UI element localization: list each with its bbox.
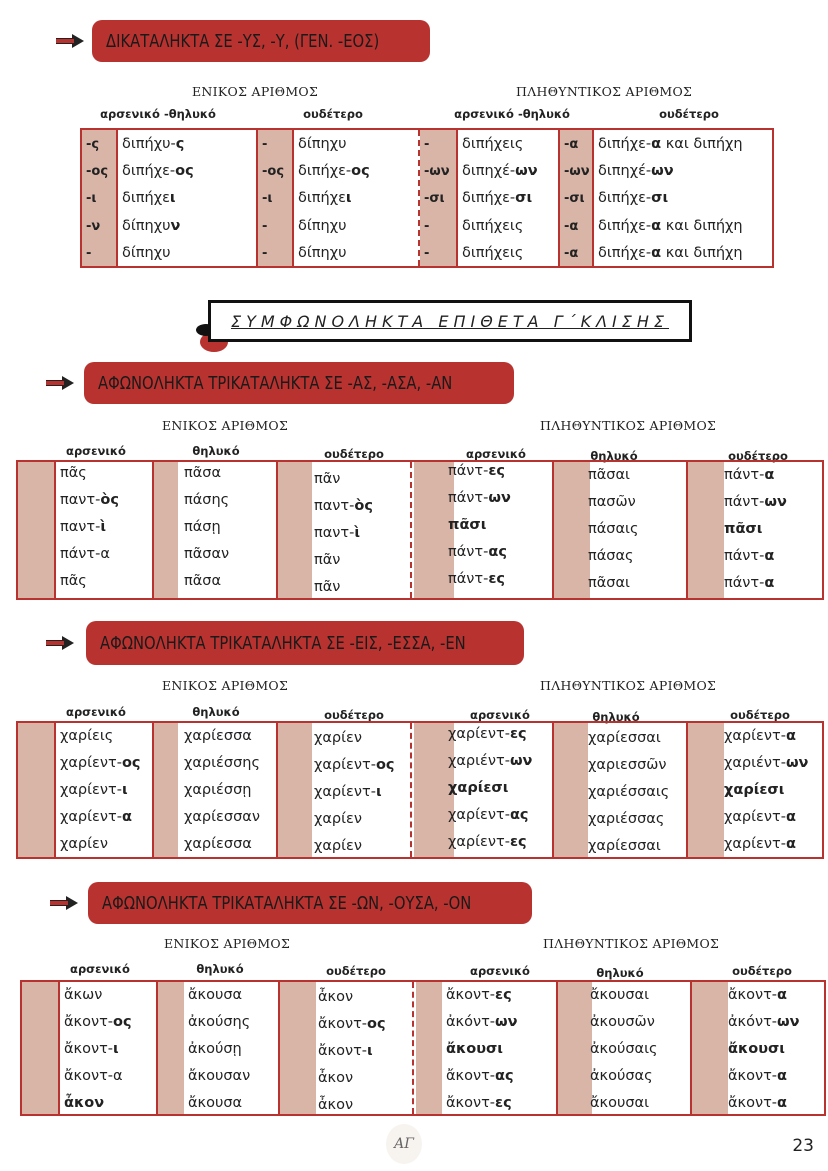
col-neut: ουδέτερο [324, 708, 384, 722]
table-cell: χαρίεσι [448, 780, 509, 796]
table-cell: χαρίεντ-ας [448, 807, 529, 823]
col-neut: ουδέτερο [324, 447, 384, 461]
table-cell: χαρίεντ-α [724, 809, 796, 825]
table-cell: διπήχει [298, 190, 352, 207]
ending-stripe [686, 462, 724, 598]
table-cell: διπήχε-α και διπήχη [598, 217, 743, 234]
col-masc: αρσενικό [466, 447, 526, 461]
table-cell: δίπηχυ [298, 217, 347, 234]
table-cell: ἄκουσι [728, 1041, 785, 1057]
ending-label: -σι [424, 191, 445, 207]
divider-dashed [410, 462, 412, 598]
divider-line [116, 130, 118, 266]
table-cell: χαρίεν [314, 730, 362, 746]
ending-label: -σι [564, 191, 585, 207]
ending-label: -ν [86, 218, 101, 234]
table-cell: ἄκοντ-α [728, 987, 788, 1003]
table-cell: ἀκόντ-ων [446, 1014, 518, 1030]
table-cell: δίπηχυ [298, 244, 347, 261]
table-cell: πᾶσι [724, 521, 763, 537]
table-cell: διπηχέ-ων [598, 163, 674, 180]
table-cell: ἄκων [64, 987, 103, 1003]
table-cell: διπήχε-α και διπήχη [598, 136, 743, 152]
divider-line [276, 723, 278, 857]
table-cell: ἀκούσαις [590, 1041, 658, 1057]
col-fem: θηλυκό [590, 449, 638, 463]
table-cell: ἄκουσαι [590, 1095, 650, 1111]
table-cell: χαριέντ-ων [448, 753, 533, 769]
table-cell: πάσῃ [184, 519, 221, 535]
table-cell: χαρίεσσα [184, 728, 252, 744]
table-cell: ἄκοντ-ος [318, 1016, 386, 1032]
table-cell: πάσης [184, 492, 230, 508]
table-cell: δίπηχυν [122, 217, 181, 234]
table-cell: διπήχε-σι [462, 190, 533, 207]
ending-label: -ς [86, 137, 100, 152]
ending-label: -α [564, 245, 579, 261]
table-cell: πάντ-ων [724, 494, 787, 510]
table-cell: ἀκούσας [590, 1068, 653, 1084]
table-cell: πάντ-ες [448, 463, 506, 479]
divider-line [152, 723, 154, 857]
singular-label: ΕΝΙΚΟΣ ΑΡΙΘΜΟΣ [162, 418, 289, 433]
ending-stripe [18, 462, 54, 598]
divider-line [686, 462, 688, 598]
table-cell: διπηχέ-ων [462, 163, 538, 180]
table-cell: χαρίεσσαι [588, 730, 661, 746]
ending-stripe [416, 982, 442, 1114]
table-cell: πᾶσαι [588, 467, 630, 483]
section3-title-text: ΑΦΩΝΟΛΗΚΤΑ ΤΡΙΚΑΤΑΛΗΚΤΑ ΣΕ -ΕΙΣ, -ΕΣΣΑ, -ΕΝ [100, 632, 466, 654]
table-cell: πάντ-α [724, 548, 775, 564]
col-neut-pl: ουδέτερο [659, 107, 719, 121]
table-cell: χαρίεντ-ος [60, 755, 141, 771]
plural-label: ΠΛΗΘΥΝΤΙΚΟΣ ΑΡΙΘΜΟΣ [543, 936, 720, 951]
table-cell: διπήχε-ος [122, 163, 194, 180]
divider-line [278, 982, 280, 1114]
col-masc-fem-pl: αρσενικό -θηλυκό [454, 107, 570, 121]
table-cell: πάντ-ες [448, 571, 506, 587]
table-cell: δίπηχυ [298, 136, 347, 152]
table-cell: διπήχε-α και διπήχη [598, 244, 743, 261]
plural-label: ΠΛΗΘΥΝΤΙΚΟΣ ΑΡΙΘΜΟΣ [540, 418, 717, 433]
table-cell: πάσαις [588, 521, 639, 537]
ending-label: - [424, 218, 430, 234]
table-cell: ἄκοντ-ι [64, 1041, 119, 1057]
arrow-icon [46, 376, 74, 390]
table-cell: διπήχει [122, 190, 176, 207]
ending-stripe [686, 723, 724, 857]
table-pas [16, 460, 824, 600]
logo-icon: ΑΓ [386, 1124, 422, 1164]
table-cell: πάντ-α [724, 575, 775, 591]
ending-stripe [278, 982, 316, 1114]
table-cell: πάσας [588, 548, 634, 564]
table-cell: χαρίεσσαν [184, 809, 260, 825]
section2-title [84, 362, 514, 404]
table-cell: πᾶν [314, 471, 341, 487]
ending-stripe [556, 982, 592, 1114]
table-cell: πασῶν [588, 494, 636, 510]
table-cell: χαρίεντ-ες [448, 726, 527, 742]
ending-stripe [552, 723, 588, 857]
table-cell: χαριέσσῃ [184, 782, 252, 798]
table-cell: χαρίεντ-α [724, 836, 796, 852]
table-cell: πᾶν [314, 552, 341, 568]
ending-label: - [86, 245, 92, 261]
divider-line [456, 130, 458, 266]
table-cell: ἀκούσης [188, 1014, 251, 1030]
arrow-icon [56, 34, 84, 48]
divider-line [292, 130, 294, 266]
table-cell: ἄκοντ-α [64, 1068, 123, 1084]
col-neut: ουδέτερο [303, 107, 363, 121]
divider-line [54, 723, 56, 857]
table-cell: χαρίεσσαι [588, 838, 661, 854]
table-cell: ἄκουσα [188, 987, 243, 1003]
ending-label: - [262, 218, 268, 234]
plural-label: ΠΛΗΘΥΝΤΙΚΟΣ ΑΡΙΘΜΟΣ [516, 84, 693, 99]
ending-label: -α [564, 137, 579, 152]
table-cell: χαρίεις [60, 728, 114, 744]
col-fem: θηλυκό [196, 962, 244, 976]
divider-line [156, 982, 158, 1114]
col-masc: αρσενικό [70, 962, 130, 976]
page-number: 23 [792, 1136, 814, 1156]
main-banner-text: ΣΥΜΦΩΝΟΛΗΚΤΑ ΕΠΙΘΕΤΑ Γ΄ΚΛΙΣΗΣ [230, 311, 670, 331]
table-cell: χαρίεντ-ι [60, 782, 128, 798]
ending-stripe [152, 723, 178, 857]
table-cell: ἄκοντ-ι [318, 1043, 373, 1059]
ending-label: -ων [564, 164, 590, 180]
table-cell: πᾶν [314, 579, 341, 595]
col-neut: ουδέτερο [732, 964, 792, 978]
ending-stripe [152, 462, 178, 598]
table-cell: χαρίεν [314, 838, 362, 854]
section4-title [88, 882, 532, 924]
table-cell: χαρίεν [314, 811, 362, 827]
table-cell: ἆκον [318, 1070, 354, 1086]
table-cell: ἆκον [64, 1095, 105, 1111]
ending-stripe [156, 982, 184, 1114]
table-cell: διπήχε-σι [598, 190, 669, 207]
section2-title-text: ΑΦΩΝΟΛΗΚΤΑ ΤΡΙΚΑΤΑΛΗΚΤΑ ΣΕ -ΑΣ, -ΑΣΑ, -ΑΝ [98, 372, 453, 394]
table-cell: ἆκον [318, 989, 354, 1005]
ending-label: -ι [86, 191, 97, 207]
table-cell: δίπηχυ [122, 244, 171, 261]
table-cell: χαριέντ-ων [724, 755, 809, 771]
table-cell: πάντ-ας [448, 544, 507, 560]
table-cell: παντ-ὸς [314, 498, 373, 514]
ending-label: - [424, 245, 430, 261]
col-neut: ουδέτερο [728, 449, 788, 463]
col-fem: θηλυκό [592, 710, 640, 724]
table-cell: πᾶσαν [184, 546, 230, 562]
table-cell: χαρίεσι [724, 782, 785, 798]
table-cell: ἄκοντ-ες [446, 987, 512, 1003]
ending-stripe [22, 982, 58, 1114]
ending-label: -ων [424, 164, 450, 180]
col-fem: θηλυκό [596, 966, 644, 980]
table-cell: διπήχε-ος [298, 163, 370, 180]
table-cell: πάντ-α [60, 546, 110, 562]
col-masc: αρσενικό [470, 708, 530, 722]
table-cell: ἄκοντ-ες [446, 1095, 512, 1111]
divider-line [686, 723, 688, 857]
table-cell: ἄκουσι [446, 1041, 503, 1057]
table-cell: πᾶς [60, 465, 87, 481]
table-cell: ἀκουσῶν [590, 1014, 655, 1030]
divider-dashed [410, 723, 412, 857]
table-cell: ἄκουσαι [590, 987, 650, 1003]
plural-label: ΠΛΗΘΥΝΤΙΚΟΣ ΑΡΙΘΜΟΣ [540, 678, 717, 693]
table-cell: ἄκοντ-ας [446, 1068, 514, 1084]
col-masc: αρσενικό [470, 964, 530, 978]
table-cell: πᾶσι [448, 517, 487, 533]
col-fem: θηλυκό [192, 444, 240, 458]
table-charieis [16, 721, 824, 859]
col-neut: ουδέτερο [326, 964, 386, 978]
table-cell: πᾶσα [184, 465, 222, 481]
divider-line [54, 462, 56, 598]
divider-line [592, 130, 594, 266]
divider-line [552, 462, 554, 598]
table-cell: παντ-ὸς [60, 492, 119, 508]
ending-label: -ι [262, 191, 273, 207]
table-cell: διπήχεις [462, 217, 524, 234]
table-cell: χαρίεντ-α [724, 728, 796, 744]
table-cell: διπήχυ-ς [122, 136, 185, 152]
ending-stripe [18, 723, 54, 857]
table-cell: χαρίεντ-ες [448, 834, 527, 850]
section3-title [86, 621, 524, 665]
table-dikatalikta [80, 128, 774, 268]
table-cell: χαρίεντ-ι [314, 784, 382, 800]
table-cell: διπήχεις [462, 244, 524, 261]
table-cell: χαριέσσης [184, 755, 260, 771]
ending-label: - [424, 137, 430, 152]
ending-stripe [276, 723, 312, 857]
table-cell: πᾶσαι [588, 575, 630, 591]
table-cell: χαρίεσσα [184, 836, 252, 852]
singular-label: ΕΝΙΚΟΣ ΑΡΙΘΜΟΣ [162, 678, 289, 693]
table-cell: ἄκοντ-ος [64, 1014, 132, 1030]
section4-title-text: ΑΦΩΝΟΛΗΚΤΑ ΤΡΙΚΑΤΑΛΗΚΤΑ ΣΕ -ΩΝ, -ΟΥΣΑ, -ΟΝ [102, 892, 472, 914]
divider-line [58, 982, 60, 1114]
table-cell: διπήχεις [462, 136, 524, 152]
table-cell: παντ-ὶ [60, 519, 107, 535]
main-banner [208, 300, 692, 342]
divider-dashed [412, 982, 414, 1114]
table-cell: ἀκούσῃ [188, 1041, 242, 1057]
ending-label: -α [564, 218, 579, 234]
table-cell: παντ-ὶ [314, 525, 361, 541]
table-cell: χαριέσσας [588, 811, 665, 827]
divider-line [276, 462, 278, 598]
table-cell: πᾶσα [184, 573, 222, 589]
table-cell: ἄκοντ-α [728, 1095, 788, 1111]
col-masc: αρσενικό [66, 444, 126, 458]
table-cell: πάντ-α [724, 467, 775, 483]
ending-label: - [262, 137, 268, 152]
singular-label: ΕΝΙΚΟΣ ΑΡΙΘΜΟΣ [164, 936, 291, 951]
ending-stripe [552, 462, 590, 598]
table-cell: ἄκοντ-α [728, 1068, 788, 1084]
ending-label: -ος [262, 164, 285, 180]
divider-line [690, 982, 692, 1114]
table-cell: πᾶς [60, 573, 87, 589]
divider-line [556, 982, 558, 1114]
arrow-icon [46, 636, 74, 650]
table-cell: χαριέσσαις [588, 784, 670, 800]
table-cell: χαρίεντ-α [60, 809, 132, 825]
col-masc-fem: αρσενικό -θηλυκό [100, 107, 216, 121]
ending-stripe [690, 982, 728, 1114]
col-neut: ουδέτερο [730, 708, 790, 722]
ending-stripe [276, 462, 312, 598]
ending-label: - [262, 245, 268, 261]
divider-line [152, 462, 154, 598]
table-cell: χαριεσσῶν [588, 757, 667, 773]
table-cell: ἆκον [318, 1097, 354, 1113]
divider-line [552, 723, 554, 857]
col-fem: θηλυκό [192, 705, 240, 719]
table-cell: χαρίεν [60, 836, 108, 852]
arrow-icon [50, 896, 78, 910]
ending-label: -ος [86, 164, 109, 180]
singular-label: ΕΝΙΚΟΣ ΑΡΙΘΜΟΣ [192, 84, 319, 99]
col-masc: αρσενικό [66, 705, 126, 719]
table-akon [20, 980, 826, 1116]
section1-title-text: ΔΙΚΑΤΑΛΗΚΤΑ ΣΕ -ΥΣ, -Υ, (ΓΕΝ. -ΕΟΣ) [106, 30, 380, 52]
section1-title [92, 20, 430, 62]
table-cell: ἄκουσα [188, 1095, 243, 1111]
table-cell: πάντ-ων [448, 490, 511, 506]
table-cell: ἀκόντ-ων [728, 1014, 800, 1030]
table-cell: χαρίεντ-ος [314, 757, 395, 773]
table-cell: ἄκουσαν [188, 1068, 251, 1084]
